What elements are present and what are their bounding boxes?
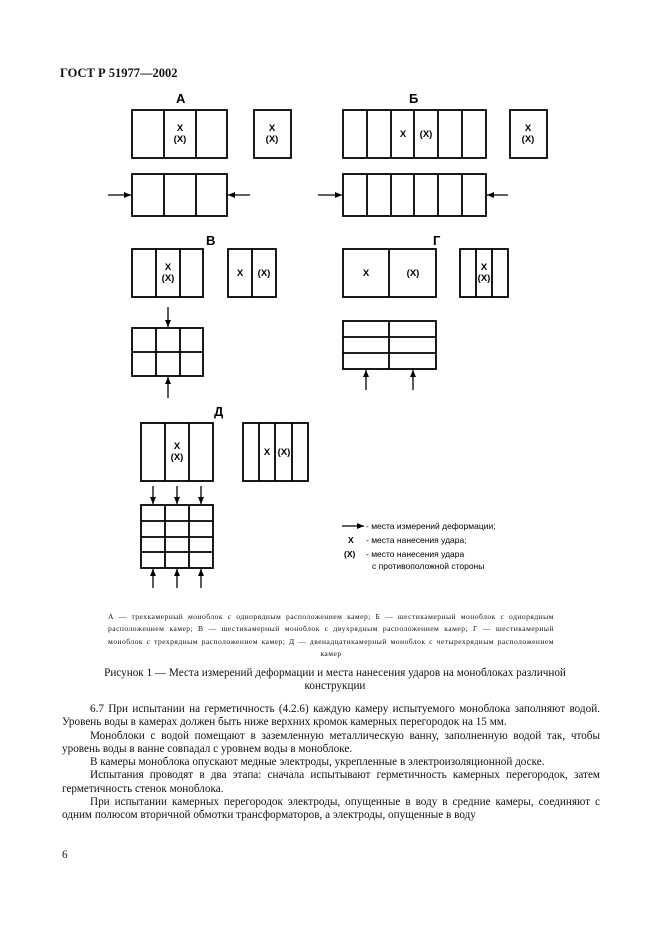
variant-g-top xyxy=(343,249,436,297)
label-b: Б xyxy=(409,91,419,106)
body-text xyxy=(62,703,600,823)
variant-b-top xyxy=(343,110,486,158)
paragraph: Моноблоки с водой помещают в заземленную металлическую ванну, заполненную водой так, чтобы уровень воды в ванне совпадал с уровнем воды в моноблоке. xyxy=(62,729,600,755)
paragraph: В камеры моноблока опускают медные электроды, укрепленные в электроизоляционной доске. xyxy=(90,756,545,769)
figure-caption: А — трехкамерный моноблок с однорядным расположением камер; Б — шестикамерный моноблок с однорядным расположением камер; В — шестикамерный моноблок с двухрядным расположением камер; Г — шестикамерный моноблок с трехрядным расположением камер; Д — двенадцатикамерный моноблок с четырехрядным расположением камер xyxy=(108,612,554,658)
strike-mark: Х xyxy=(480,262,488,273)
paragraph: Испытания проводят в два этапа: сначала испытывают герметичность камерных перегородок, затем герметичность стенок моноблока. xyxy=(62,769,600,795)
strike-mark: Х xyxy=(268,123,276,134)
legend-reverse-symbol: (Х) xyxy=(344,549,356,559)
reverse-strike-mark: (Х) xyxy=(265,134,279,145)
variant-v-bottom xyxy=(132,328,203,376)
variant-d-bottom xyxy=(141,505,213,568)
variant-a-bottom xyxy=(132,174,227,216)
variant-g-bottom xyxy=(343,321,436,369)
legend-strike-text: - места нанесения удара; xyxy=(366,535,467,545)
paragraph: 6.7 При испытании на герметичность (4.2.6) каждую камеру испытуемого моноблока заполняют водой. Уровень воды в камерах должен быть ниже верхних кромок камерных перегородок на 15 мм. xyxy=(62,703,600,729)
legend-reverse-text-line2: с противоположной стороны xyxy=(372,561,485,571)
reverse-strike-mark: (Х) xyxy=(406,268,420,279)
standard-header: ГОСТ Р 51977—2002 xyxy=(60,66,178,80)
legend-reverse-text-line1: - место нанесения удара xyxy=(366,549,465,559)
strike-mark: Х xyxy=(399,129,407,140)
reverse-strike-mark: (Х) xyxy=(419,129,433,140)
strike-mark: Х xyxy=(236,268,244,279)
strike-mark: Х xyxy=(173,441,181,452)
variant-b-bottom xyxy=(343,174,486,216)
figure-title: Рисунок 1 — Места измерений деформации и места нанесения ударов на моноблоках различной конструкции xyxy=(104,667,566,692)
reverse-strike-mark: (Х) xyxy=(477,273,491,284)
reverse-strike-mark: (Х) xyxy=(161,273,175,284)
reverse-strike-mark: (Х) xyxy=(257,268,271,279)
legend-strike-symbol: Х xyxy=(348,535,354,545)
legend-deformation-text: - места измерений деформации; xyxy=(366,521,496,531)
label-g: Г xyxy=(433,233,441,248)
reverse-strike-mark: (Х) xyxy=(173,134,187,145)
strike-mark: Х xyxy=(176,123,184,134)
variant-d-side xyxy=(243,423,308,481)
reverse-strike-mark: (Х) xyxy=(277,447,291,458)
label-a: А xyxy=(176,91,186,106)
paragraph: При испытании камерных перегородок электроды, опущенные в воду в средние камеры, соединяют с одним полюсом вторичной обмотки трансформаторов, а электроды, опущенные в воду xyxy=(62,796,600,822)
label-v: В xyxy=(206,233,216,248)
strike-mark: Х xyxy=(362,268,370,279)
page-number: 6 xyxy=(62,849,68,861)
label-d: Д xyxy=(214,404,224,419)
strike-mark: Х xyxy=(263,447,271,458)
reverse-strike-mark: (Х) xyxy=(170,452,184,463)
reverse-strike-mark: (Х) xyxy=(521,134,535,145)
strike-mark: Х xyxy=(164,262,172,273)
strike-mark: Х xyxy=(524,123,532,134)
